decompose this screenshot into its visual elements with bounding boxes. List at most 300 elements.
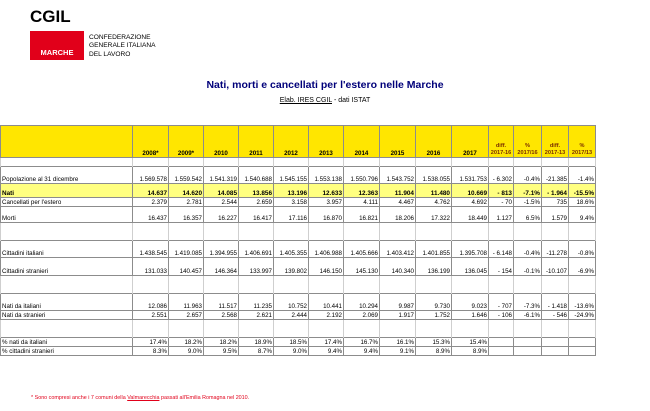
empty-cell [1, 329, 133, 338]
table-cell: 136.199 [416, 258, 452, 276]
table-cell: 14.637 [133, 184, 169, 198]
empty-cell [344, 232, 380, 241]
header-corner: 0 [1, 126, 133, 158]
empty-cell [344, 320, 380, 329]
row-label: % cittadini stranieri [1, 347, 133, 356]
empty-cell [239, 285, 274, 294]
subtitle-source: - dati ISTAT [332, 97, 371, 104]
table-cell: -7.1% [514, 184, 542, 198]
empty-cell [274, 276, 309, 285]
empty-cell [1, 276, 133, 285]
table-cell: 9.730 [416, 294, 452, 311]
column-header: 2017 [452, 126, 489, 158]
empty-cell [239, 158, 274, 167]
column-header: 2010 [204, 126, 239, 158]
empty-cell [274, 158, 309, 167]
empty-cell [416, 329, 452, 338]
table-cell: 2.659 [239, 198, 274, 207]
table-cell: 11.904 [380, 184, 416, 198]
table-cell: 1.752 [416, 311, 452, 320]
table-cell: 9.4% [344, 347, 380, 356]
empty-cell [542, 232, 569, 241]
page-subtitle [0, 97, 650, 104]
table-cell: 1.406.988 [309, 241, 344, 258]
table-cell: 2.568 [204, 311, 239, 320]
empty-cell [1, 232, 133, 241]
table-cell: 16.437 [133, 207, 169, 223]
table-cell: 1.540.688 [239, 167, 274, 184]
empty-cell [380, 320, 416, 329]
table-cell: 16.357 [169, 207, 204, 223]
empty-cell [133, 158, 169, 167]
empty-cell [239, 276, 274, 285]
table-row [1, 258, 596, 276]
table-cell: 140.457 [169, 258, 204, 276]
table-cell: 11.517 [204, 294, 239, 311]
empty-cell [344, 276, 380, 285]
table-cell: -0.4% [514, 167, 542, 184]
table-cell: 735 [542, 198, 569, 207]
empty-cell [309, 329, 344, 338]
empty-cell [380, 329, 416, 338]
table-cell: - 70 [489, 198, 514, 207]
empty-cell [204, 232, 239, 241]
table-cell: 16.870 [309, 207, 344, 223]
table-cell: 14.620 [169, 184, 204, 198]
logo-text: CGIL [30, 7, 71, 26]
table-row [1, 184, 596, 198]
empty-cell [416, 158, 452, 167]
spacer-row [1, 223, 596, 232]
table-cell: 1.569.578 [133, 167, 169, 184]
column-header: 2012 [274, 126, 309, 158]
empty-cell [1, 285, 133, 294]
table-cell: 2.192 [309, 311, 344, 320]
table-cell: 13.196 [274, 184, 309, 198]
empty-cell [542, 223, 569, 232]
confederation-line-1: CONFEDERAZIONE [89, 34, 151, 41]
table-cell: 3.957 [309, 198, 344, 207]
table-cell: 17.4% [133, 338, 169, 347]
empty-cell [452, 158, 489, 167]
table-cell: 17.116 [274, 207, 309, 223]
table-cell: 10.752 [274, 294, 309, 311]
table-cell: 1.545.155 [274, 167, 309, 184]
empty-cell [133, 329, 169, 338]
table-cell: - 106 [489, 311, 514, 320]
table-cell: 2.551 [133, 311, 169, 320]
table-cell: 14.085 [204, 184, 239, 198]
empty-cell [133, 232, 169, 241]
empty-cell [380, 232, 416, 241]
empty-cell [542, 158, 569, 167]
confederation-line-2: GENERALE ITALIANA [89, 42, 156, 50]
column-header: diff. 2017-16 [489, 126, 514, 158]
table-cell: 2.069 [344, 311, 380, 320]
table-cell: 8.3% [133, 347, 169, 356]
table-cell: 131.033 [133, 258, 169, 276]
empty-cell [542, 329, 569, 338]
table-row [1, 294, 596, 311]
empty-cell [569, 329, 596, 338]
table-cell: 10.294 [344, 294, 380, 311]
table-cell: 12.633 [309, 184, 344, 198]
table-cell: -1.5% [514, 198, 542, 207]
column-header: 2015 [380, 126, 416, 158]
table-cell: 9.4% [569, 207, 596, 223]
table-cell: 16.1% [380, 338, 416, 347]
table-cell: - 154 [489, 258, 514, 276]
row-label: Cancellati per l'estero [1, 198, 133, 207]
table-cell: 2.657 [169, 311, 204, 320]
empty-cell [416, 276, 452, 285]
subtitle-org: Elab. IRES CGIL [279, 97, 332, 104]
table-cell: 17.4% [309, 338, 344, 347]
empty-cell [489, 158, 514, 167]
empty-cell [274, 232, 309, 241]
footnote-text-end: passati all'Emilia Romagna nel 2010. [159, 395, 250, 401]
row-label: Nati [1, 184, 133, 198]
table-cell [542, 347, 569, 356]
table-cell: 11.480 [416, 184, 452, 198]
table-cell: - 546 [542, 311, 569, 320]
empty-cell [380, 223, 416, 232]
table-cell: 15.3% [416, 338, 452, 347]
table-cell: 2.379 [133, 198, 169, 207]
table-cell: 140.340 [380, 258, 416, 276]
empty-cell [204, 285, 239, 294]
table-cell: -0.1% [514, 258, 542, 276]
table-cell: - 813 [489, 184, 514, 198]
empty-cell [452, 232, 489, 241]
empty-cell [133, 285, 169, 294]
column-header: 2009* [169, 126, 204, 158]
spacer-row [1, 158, 596, 167]
table-cell: 10.441 [309, 294, 344, 311]
table-cell: 1.553.138 [309, 167, 344, 184]
empty-cell [514, 232, 542, 241]
table-cell: 9.5% [204, 347, 239, 356]
table-cell: - 6.302 [489, 167, 514, 184]
table-cell: 3.158 [274, 198, 309, 207]
table-cell: 10.669 [452, 184, 489, 198]
table-cell: 1.405.666 [344, 241, 380, 258]
table-cell: - 1.964 [542, 184, 569, 198]
empty-cell [169, 320, 204, 329]
table-row [1, 167, 596, 184]
table-cell: 1.406.691 [239, 241, 274, 258]
empty-cell [309, 158, 344, 167]
table-cell: 2.781 [169, 198, 204, 207]
table-cell: -24.9% [569, 311, 596, 320]
empty-cell [569, 223, 596, 232]
table-cell [569, 338, 596, 347]
table-cell: 1.646 [452, 311, 489, 320]
table-cell: 16.7% [344, 338, 380, 347]
table-cell: 6.5% [514, 207, 542, 223]
empty-cell [1, 158, 133, 167]
empty-cell [309, 276, 344, 285]
table-cell: - 1.418 [542, 294, 569, 311]
empty-cell [542, 320, 569, 329]
table-row [1, 198, 596, 207]
empty-cell [204, 158, 239, 167]
empty-cell [344, 158, 380, 167]
table-cell: 1.550.796 [344, 167, 380, 184]
empty-cell [569, 320, 596, 329]
table-cell: 16.417 [239, 207, 274, 223]
empty-cell [569, 232, 596, 241]
empty-cell [169, 285, 204, 294]
footnote-link: Valmarecchia [127, 395, 160, 401]
empty-cell [169, 329, 204, 338]
table-cell: -10.107 [542, 258, 569, 276]
table-cell: 146.150 [309, 258, 344, 276]
table-cell: 15.4% [452, 338, 489, 347]
table-cell [489, 338, 514, 347]
table-row [1, 207, 596, 223]
empty-cell [133, 276, 169, 285]
table-cell [489, 347, 514, 356]
empty-cell [416, 223, 452, 232]
column-header: % 2017/13 [569, 126, 596, 158]
table-cell: 1.405.355 [274, 241, 309, 258]
column-header: diff. 2017-13 [542, 126, 569, 158]
row-label: % nati da italiani [1, 338, 133, 347]
confederation-name [89, 34, 156, 59]
footnote [31, 395, 249, 401]
spacer-row [1, 276, 596, 285]
empty-cell [542, 276, 569, 285]
empty-cell [569, 276, 596, 285]
table-cell: 4.692 [452, 198, 489, 207]
row-label: Morti [1, 207, 133, 223]
table-cell [569, 347, 596, 356]
table-cell: 1.419.085 [169, 241, 204, 258]
empty-cell [309, 232, 344, 241]
spacer-row [1, 232, 596, 241]
empty-cell [239, 232, 274, 241]
empty-cell [274, 285, 309, 294]
table-cell: 18.2% [169, 338, 204, 347]
page-title: Nati, morti e cancellati per l'estero nelle Marche [206, 79, 444, 91]
table-cell: 16.227 [204, 207, 239, 223]
table-cell: -0.4% [514, 241, 542, 258]
table-cell: 1.438.545 [133, 241, 169, 258]
table-cell: 4.762 [416, 198, 452, 207]
table-row [1, 311, 596, 320]
empty-cell [416, 320, 452, 329]
table-cell: 1.394.955 [204, 241, 239, 258]
table-cell: 16.821 [344, 207, 380, 223]
empty-cell [239, 320, 274, 329]
empty-cell [133, 223, 169, 232]
empty-cell [452, 329, 489, 338]
spacer-row [1, 320, 596, 329]
empty-cell [452, 320, 489, 329]
empty-cell [344, 223, 380, 232]
empty-cell [204, 223, 239, 232]
table-cell: 18.6% [569, 198, 596, 207]
table-cell: 1.395.708 [452, 241, 489, 258]
table-cell [514, 347, 542, 356]
table-cell: 9.1% [380, 347, 416, 356]
empty-cell [204, 320, 239, 329]
column-header: 2011 [239, 126, 274, 158]
table-cell: 1.127 [489, 207, 514, 223]
empty-cell [309, 223, 344, 232]
empty-cell [309, 285, 344, 294]
column-header: 2016 [416, 126, 452, 158]
empty-cell [204, 276, 239, 285]
row-label: Nati da italiani [1, 294, 133, 311]
table-cell: - 707 [489, 294, 514, 311]
empty-cell [514, 223, 542, 232]
empty-cell [344, 329, 380, 338]
table-cell: 9.0% [169, 347, 204, 356]
table-cell: 18.2% [204, 338, 239, 347]
empty-cell [542, 285, 569, 294]
table-cell: -6.9% [569, 258, 596, 276]
table-cell: 1.538.055 [416, 167, 452, 184]
table-cell: 1.541.319 [204, 167, 239, 184]
table-cell: 2.544 [204, 198, 239, 207]
row-label: Cittadini italiani [1, 241, 133, 258]
empty-cell [380, 276, 416, 285]
table-cell: 136.045 [452, 258, 489, 276]
table-cell: 18.5% [274, 338, 309, 347]
empty-cell [1, 223, 133, 232]
empty-cell [169, 232, 204, 241]
empty-cell [309, 320, 344, 329]
confederation-line-3: DEL LAVORO [89, 50, 131, 58]
column-header: 2014 [344, 126, 380, 158]
table-cell: 4.111 [344, 198, 380, 207]
empty-cell [514, 158, 542, 167]
empty-cell [274, 320, 309, 329]
empty-cell [274, 223, 309, 232]
empty-cell [169, 158, 204, 167]
empty-cell [239, 223, 274, 232]
empty-cell [133, 320, 169, 329]
empty-cell [514, 329, 542, 338]
table-cell: 11.963 [169, 294, 204, 311]
table-cell: 9.987 [380, 294, 416, 311]
table-cell: -11.278 [542, 241, 569, 258]
column-header: 2008* [133, 126, 169, 158]
row-label: Popolazione al 31 dicembre [1, 167, 133, 184]
table-cell: 13.856 [239, 184, 274, 198]
table-cell: 1.531.753 [452, 167, 489, 184]
table-cell: 1.543.752 [380, 167, 416, 184]
table-cell: -15.5% [569, 184, 596, 198]
empty-cell [274, 329, 309, 338]
cgil-logo [30, 5, 84, 60]
table-cell: - 6.148 [489, 241, 514, 258]
table-header-row [1, 126, 596, 158]
empty-cell [514, 285, 542, 294]
data-table [0, 125, 596, 356]
empty-cell [380, 285, 416, 294]
spacer-row [1, 285, 596, 294]
table-cell: 11.235 [239, 294, 274, 311]
footnote-text: * Sono compresi anche i 7 comuni della [31, 395, 128, 401]
table-cell: 1.579 [542, 207, 569, 223]
empty-cell [489, 232, 514, 241]
table-cell: -7.3% [514, 294, 542, 311]
table-cell: 9.0% [274, 347, 309, 356]
table-cell: -21.385 [542, 167, 569, 184]
table-cell: -1.4% [569, 167, 596, 184]
table-cell: 12.086 [133, 294, 169, 311]
empty-cell [569, 285, 596, 294]
empty-cell [569, 158, 596, 167]
empty-cell [169, 223, 204, 232]
table-cell: 1.403.412 [380, 241, 416, 258]
table-cell: 1.917 [380, 311, 416, 320]
table-cell [542, 338, 569, 347]
table-cell: 12.363 [344, 184, 380, 198]
empty-cell [489, 276, 514, 285]
empty-cell [239, 329, 274, 338]
table-cell: 2.621 [239, 311, 274, 320]
table-row [1, 338, 596, 347]
table-cell [514, 338, 542, 347]
data-table-wrap [0, 125, 596, 356]
empty-cell [344, 285, 380, 294]
empty-cell [416, 285, 452, 294]
empty-cell [416, 232, 452, 241]
table-cell: -0.8% [569, 241, 596, 258]
table-cell: 18.206 [380, 207, 416, 223]
table-cell: 8.9% [416, 347, 452, 356]
empty-cell [452, 285, 489, 294]
table-cell: 1.559.542 [169, 167, 204, 184]
row-label: Cittadini stranieri [1, 258, 133, 276]
column-header: 2013 [309, 126, 344, 158]
table-cell: 18.449 [452, 207, 489, 223]
table-cell: 17.322 [416, 207, 452, 223]
table-row [1, 241, 596, 258]
table-cell: 8.9% [452, 347, 489, 356]
table-cell: 133.997 [239, 258, 274, 276]
table-cell: 1.401.855 [416, 241, 452, 258]
table-cell: 18.9% [239, 338, 274, 347]
empty-cell [452, 276, 489, 285]
row-label: Nati da stranieri [1, 311, 133, 320]
table-cell: -13.6% [569, 294, 596, 311]
empty-cell [489, 329, 514, 338]
table-row [1, 347, 596, 356]
table-cell: 145.130 [344, 258, 380, 276]
empty-cell [489, 285, 514, 294]
table-cell: 9.023 [452, 294, 489, 311]
table-cell: 9.4% [309, 347, 344, 356]
empty-cell [514, 276, 542, 285]
spacer-row [1, 329, 596, 338]
table-cell: -6.1% [514, 311, 542, 320]
empty-cell [489, 223, 514, 232]
empty-cell [380, 158, 416, 167]
table-cell: 8.7% [239, 347, 274, 356]
empty-cell [514, 320, 542, 329]
table-cell: 146.364 [204, 258, 239, 276]
table-cell: 4.467 [380, 198, 416, 207]
empty-cell [204, 329, 239, 338]
empty-cell [169, 276, 204, 285]
table-cell: 2.444 [274, 311, 309, 320]
empty-cell [1, 320, 133, 329]
